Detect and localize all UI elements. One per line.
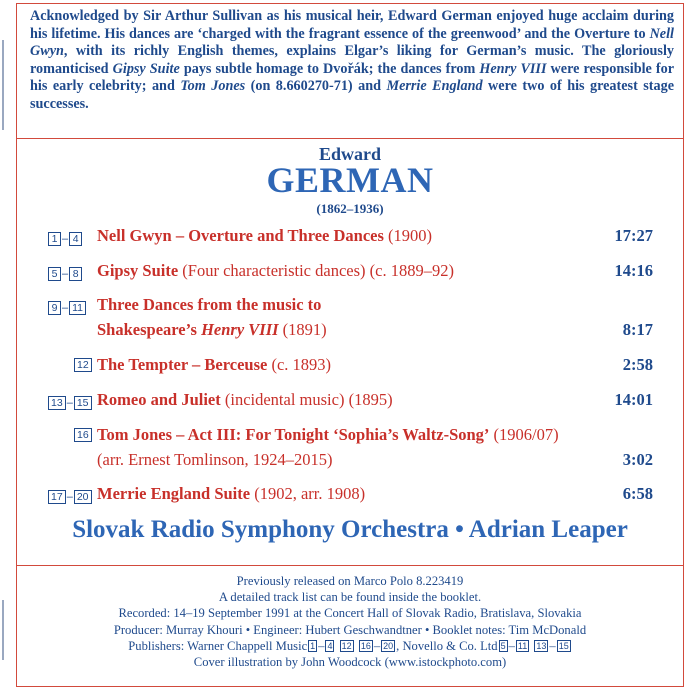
conductor-name: Adrian Leaper bbox=[468, 516, 628, 543]
composer-dates: (1862–1936) bbox=[316, 201, 384, 216]
track-number: 17 – 20 bbox=[48, 484, 92, 507]
credit-producer: Producer: Murray Khouri • Engineer: Hubert Geschwandtner • Booklet notes: Tim McDonald bbox=[113, 622, 587, 637]
track-duration: 2:58 bbox=[622, 355, 653, 374]
track-title-line2: Shakespeare’s Henry VIII (1891) bbox=[97, 320, 327, 339]
track-number: 9 – 11 bbox=[48, 295, 86, 318]
track-duration: 8:17 bbox=[622, 320, 653, 339]
track-arranger: (arr. Ernest Tomlinson, 1924–2015) bbox=[97, 450, 333, 469]
track-title: Three Dances from the music to bbox=[97, 295, 322, 314]
divider-bottom bbox=[17, 565, 683, 566]
orchestra-name: Slovak Radio Symphony Orchestra bbox=[72, 516, 449, 543]
track-title: Tom Jones – Act III: For Tonight ‘Sophia’s Waltz-Song’ (1906/07) bbox=[97, 425, 559, 444]
composer-first-name: Edward bbox=[318, 144, 381, 164]
credit-released: Previously released on Marco Polo 8.223419 bbox=[236, 574, 464, 588]
track-title: Merrie England Suite (1902, arr. 1908) bbox=[97, 484, 366, 503]
track-number: 16 bbox=[74, 425, 92, 442]
track-number: 1 – 4 bbox=[48, 226, 82, 249]
credit-recorded: Recorded: 14–19 September 1991 at the Concert Hall of Slovak Radio, Bratislava, Slovakia bbox=[118, 606, 582, 621]
credit-publishers: Publishers: Warner Chappell Music 1 – 4 12 16 – 20 , Novello & Co. Ltd 5 – 11 13 – 15 bbox=[128, 638, 569, 653]
performers-line bbox=[0, 516, 700, 544]
track-duration: 3:02 bbox=[622, 450, 653, 469]
credit-track-list: A detailed track list can be found inside the booklet. bbox=[218, 590, 482, 605]
track-duration: 14:01 bbox=[614, 390, 653, 409]
track-duration: 14:16 bbox=[614, 261, 653, 280]
left-edge-mark-top bbox=[2, 40, 4, 130]
credits-block bbox=[0, 573, 700, 670]
track-number: 13 – 15 bbox=[48, 390, 92, 413]
credit-cover: Cover illustration by John Woodcock (www.istockphoto.com) bbox=[193, 655, 507, 670]
divider-top bbox=[17, 138, 683, 139]
track-title: The Tempter – Berceuse (c. 1893) bbox=[97, 355, 332, 374]
track-number: 12 bbox=[74, 355, 92, 372]
track-duration: 6:58 bbox=[622, 484, 653, 503]
performer-separator: • bbox=[455, 516, 464, 543]
track-duration: 17:27 bbox=[614, 226, 653, 245]
track-title: Gipsy Suite (Four characteristic dances) (c. 1889–92) bbox=[97, 261, 454, 280]
track-title: Nell Gwyn – Overture and Three Dances (1900) bbox=[97, 226, 433, 245]
intro-paragraph: Acknowledged by Sir Arthur Sullivan as his musical heir, Edward German enjoyed huge acclaim during his lifetime. His dances are ‘charged with the fragrant essence of the greenwood’ and the Overture to Nell Gwyn, with its richly English themes, explains Elgar’s liking for German’s music. The gloriously romanticised Gipsy Suite pays subtle homage to Dvořák; the dances from Henry VIII were responsible for his early celebrity; and Tom Jones (on 8.660270-71) and Merrie England were two of his greatest stage successes. bbox=[30, 8, 674, 112]
track-title: Romeo and Juliet (incidental music) (1895) bbox=[97, 390, 393, 409]
composer-last-name: GERMAN bbox=[266, 160, 434, 200]
track-number: 5 – 8 bbox=[48, 261, 82, 284]
